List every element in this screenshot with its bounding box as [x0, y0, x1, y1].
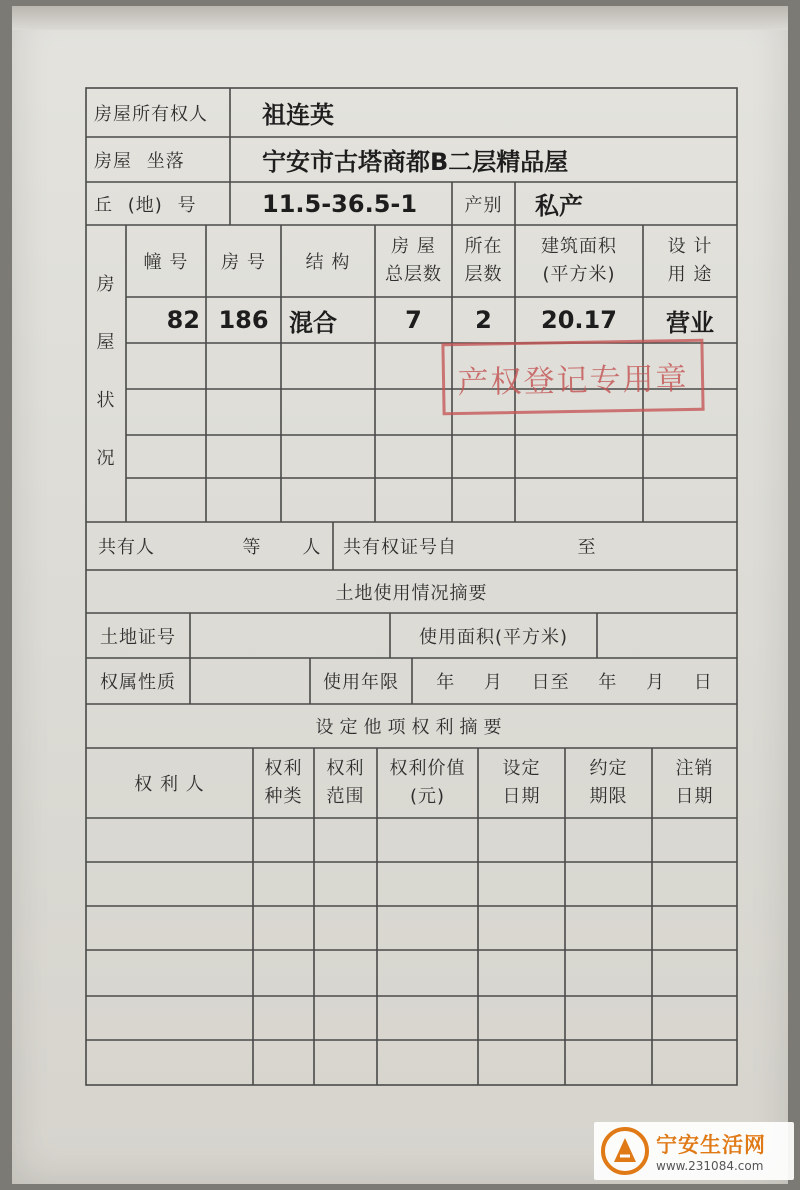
- header-usage: 设 计 用 途: [667, 236, 713, 285]
- header-structure: 结 构: [305, 252, 351, 273]
- lot-value: 11.5-36.5-1: [262, 189, 418, 218]
- header-room-no: 房 号: [221, 252, 266, 273]
- header-rights-holder: 权 利 人: [134, 774, 205, 795]
- property-type-value: 私产: [535, 192, 583, 220]
- structure-value: 混合: [289, 308, 337, 337]
- land-term-label: 使用年限: [323, 672, 399, 693]
- site-logo-icon: [600, 1126, 650, 1176]
- building-no-value: 82: [166, 306, 200, 334]
- site-name: 宁安生活网: [656, 1133, 766, 1157]
- property-type-label: 产别: [464, 194, 503, 216]
- land-term-dates: 年 月 日至 年 月 日: [436, 672, 713, 693]
- header-floor: 所在 层数: [464, 236, 503, 285]
- side-label-char: 房: [96, 274, 116, 295]
- site-url: www.231084.com: [656, 1159, 764, 1173]
- floor-value: 2: [475, 306, 492, 334]
- header-agreed-term: 约定 期限: [589, 758, 628, 807]
- land-area-label: 使用面积(平方米): [418, 626, 569, 648]
- co-owner-label: 共有人: [98, 537, 155, 558]
- side-label-char: 状: [96, 390, 116, 411]
- side-label-char: 况: [96, 448, 116, 469]
- header-cancel-date: 注销 日期: [675, 758, 714, 807]
- lot-label: 丘 (地) 号: [94, 194, 197, 216]
- usage-value: 营业: [666, 308, 714, 337]
- header-set-date: 设定 日期: [502, 758, 541, 807]
- land-section-title: 土地使用情况摘要: [335, 582, 488, 604]
- header-building-no: 幢 号: [143, 252, 189, 273]
- land-cert-label: 土地证号: [100, 626, 176, 648]
- header-rights-scope: 权利 范围: [326, 758, 365, 807]
- total-floors-value: 7: [405, 306, 422, 334]
- header-floor-area: 建筑面积 (平方米): [541, 236, 617, 285]
- floor-area-value: 20.17: [541, 306, 617, 334]
- header-rights-type: 权利 种类: [264, 758, 303, 807]
- location-label: 房屋 坐落: [94, 150, 185, 172]
- header-rights-value: 权利价值 (元): [389, 758, 466, 807]
- co-cert-to-label: 至: [577, 537, 597, 558]
- owner-label: 房屋所有权人: [94, 103, 208, 125]
- registration-seal: 产权登记专用章: [441, 339, 704, 416]
- header-total-floors: 房 屋 总层数: [385, 236, 442, 285]
- house-status-side-label: [86, 270, 126, 470]
- site-watermark: [594, 1122, 794, 1180]
- co-cert-from-label: 共有权证号自: [343, 537, 457, 558]
- room-no-value: 186: [218, 306, 269, 334]
- land-nature-label: 权属性质: [100, 672, 176, 693]
- co-owner-person: 人: [302, 537, 322, 558]
- owner-value: 祖连英: [262, 101, 334, 129]
- location-value: 宁安市古塔商都B二层精品屋: [262, 148, 569, 176]
- co-owner-etc: 等: [242, 537, 262, 558]
- side-label-char: 屋: [96, 332, 116, 353]
- other-rights-title: 设定他项权利摘要: [315, 717, 508, 738]
